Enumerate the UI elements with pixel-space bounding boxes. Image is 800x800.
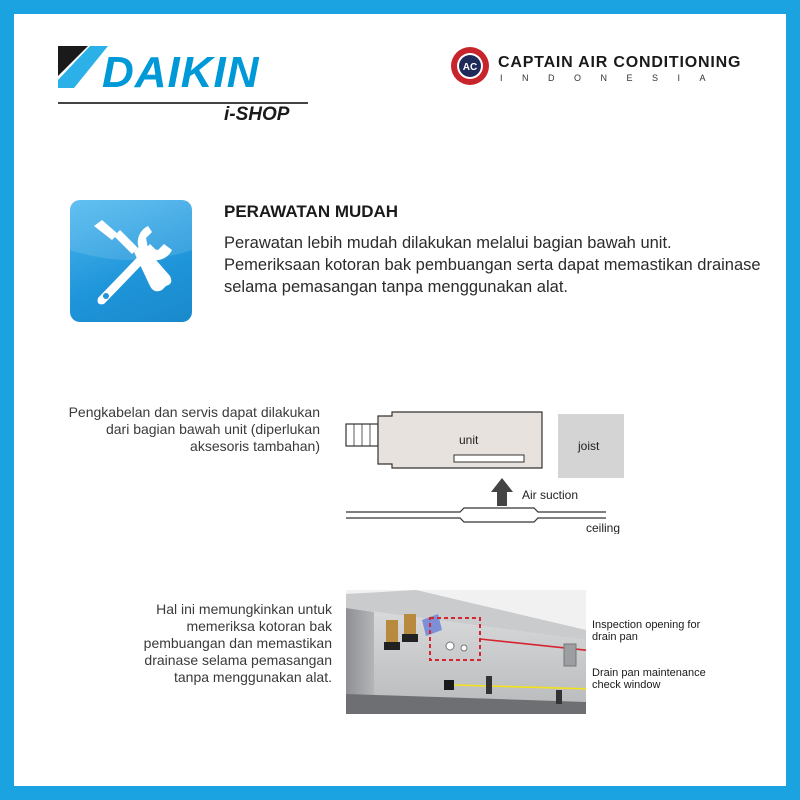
captain-badge-icon (450, 46, 490, 86)
drain-check-window (444, 680, 454, 690)
installation-diagram (334, 394, 624, 534)
photo-caption: Hal ini memungkinkan untuk memeriksa kotoran bak pembuangan dan memastikan drainase selama pemasangan tanpa menggunakan alat. (143, 601, 332, 685)
unit-photo (346, 590, 586, 714)
feature-description: Perawatan lebih mudah dilakukan melalui bagian bawah unit. Pemeriksaan kotoran bak pembuangan serta dapat memastikan drainase selama pemasangan tanpa menggunakan alat. (224, 234, 761, 296)
air-suction-label: Air suction (522, 488, 579, 502)
badge-text: AC (462, 62, 478, 73)
unit-label: unit (459, 433, 479, 447)
joist-label: joist (578, 439, 600, 453)
wrench-screwdriver-icon (70, 200, 192, 322)
ceiling-line (346, 508, 606, 522)
content-frame (14, 14, 786, 786)
daikin-wordmark: DAIKIN (102, 48, 260, 97)
maintenance-icon-tile (70, 200, 192, 322)
diagram-caption: Pengkabelan dan servis dapat dilakukan dari bagian bawah unit (diperlukan aksesoris tambahan) (68, 404, 320, 454)
feature-title: PERAWATAN MUDAH (224, 202, 399, 221)
daikin-logo[interactable] (54, 40, 314, 140)
captain-country: INDONESIA (500, 73, 726, 83)
drain-window-label: Drain pan maintenance check window (592, 667, 706, 691)
captain-name: CAPTAIN AIR CONDITIONING (498, 54, 742, 71)
daikin-mark-icon (54, 40, 108, 96)
ishop-label: i-SHOP (224, 104, 290, 125)
ceiling-label: ceiling (586, 521, 621, 534)
suction-grille (454, 455, 524, 462)
air-arrow-icon (491, 478, 513, 506)
inspection-opening-label: Inspection opening for drain pan (592, 619, 701, 643)
captain-logo[interactable] (446, 46, 776, 96)
